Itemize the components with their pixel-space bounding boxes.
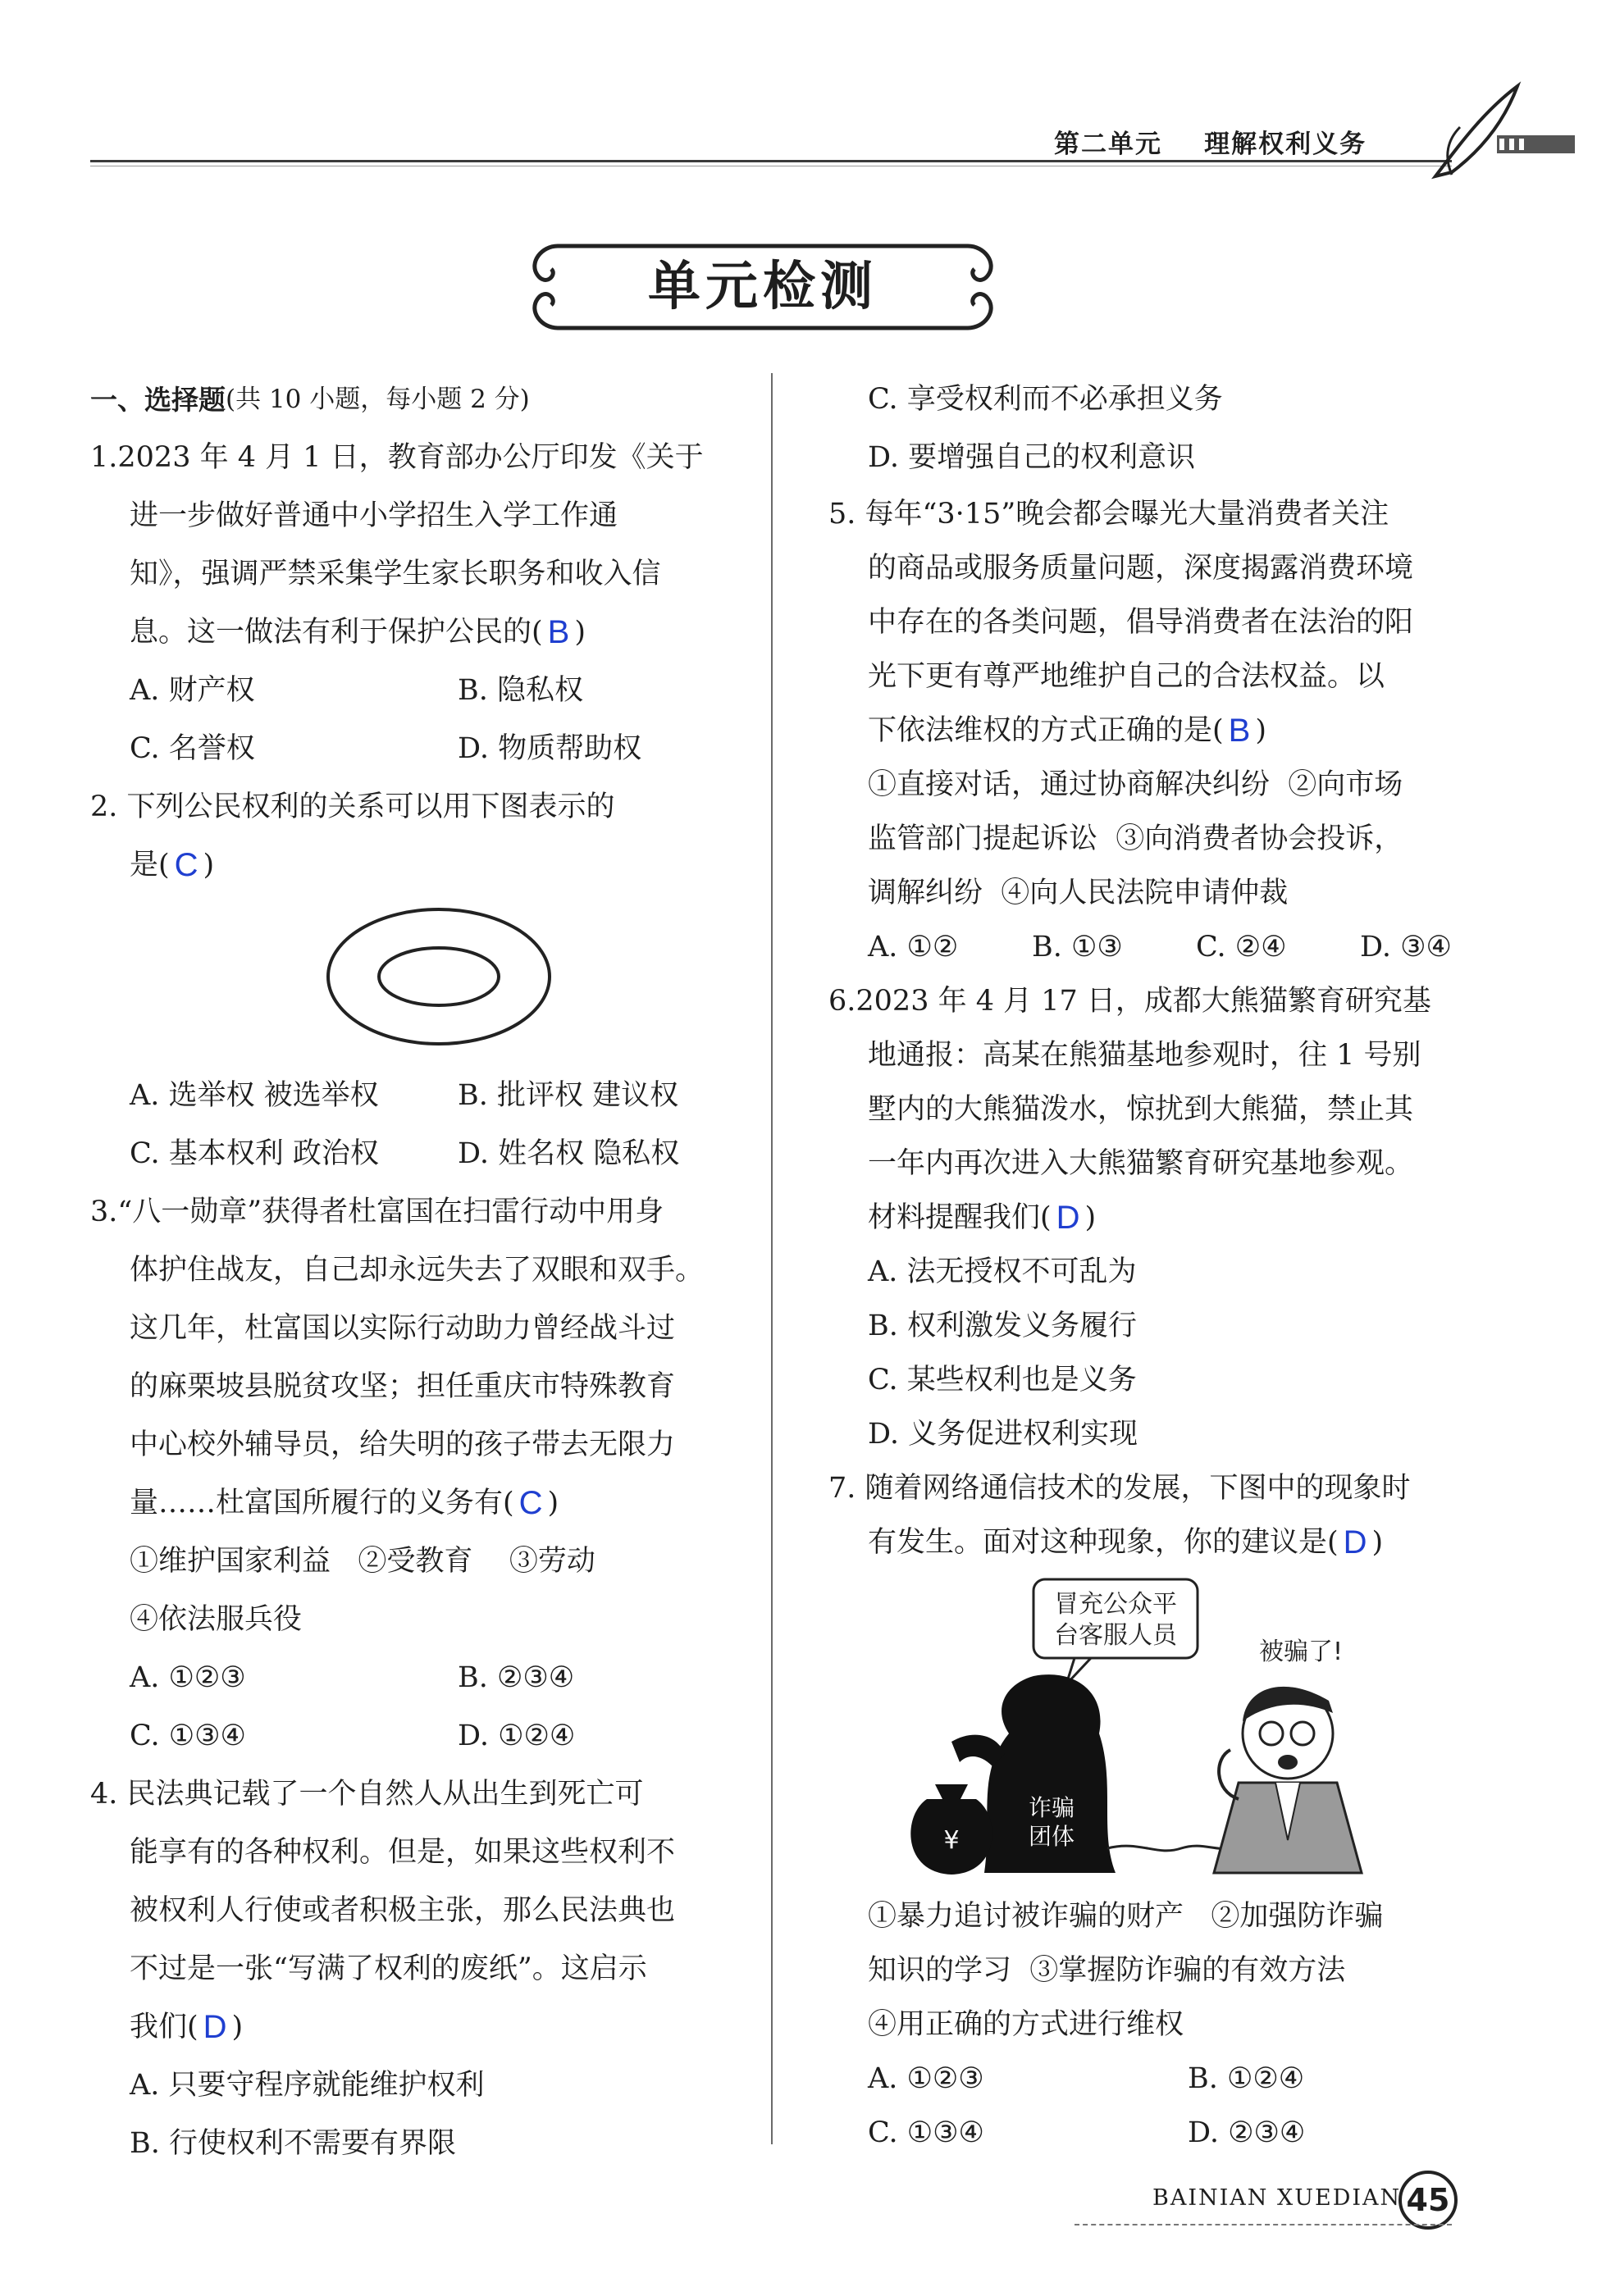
question-stem-end <box>828 1515 1468 1569</box>
paren-close: ) <box>1255 714 1266 747</box>
question-text: 被权利人行使或者积极主张，那么民法典也 <box>130 1894 676 1927</box>
option-c: C. ①③④ <box>130 1720 246 1752</box>
option-c: C. ①③④ <box>868 2116 984 2149</box>
choice-items: 调解纠纷 ④向人民法院申请仲裁 <box>868 877 1289 909</box>
option-c: C. 享受权利而不必承担义务 <box>868 383 1223 416</box>
paren-close: ) <box>574 616 586 649</box>
paren-close: ) <box>1084 1201 1097 1234</box>
question-text: 的商品或服务质量问题，深度揭露消费环境 <box>868 552 1414 585</box>
question-text: 体护住战友，自己却永远失去了双眼和双手。 <box>130 1254 705 1287</box>
question-text: 知》，强调严禁采集学生家长职务和收入信 <box>130 558 661 590</box>
footer-brand: BAINIAN XUEDIAN <box>1152 2185 1402 2211</box>
option-c: C. 基本权利 政治权 <box>130 1137 379 1170</box>
section-note: (共 10 小题，每小题 2 分) <box>226 385 530 414</box>
question-text: 息。这一做法有利于保护公民的( <box>130 616 543 649</box>
header-unit: 第二单元 <box>1054 130 1162 159</box>
paren-close: ) <box>231 2011 244 2043</box>
question-text: 有发生。面对这种现象，你的建议是( <box>868 1526 1339 1559</box>
option-a: A. 财产权 <box>130 674 255 707</box>
options-row <box>828 920 1468 974</box>
section-heading <box>90 371 746 429</box>
question-text: 中存在的各类问题，倡导消费者在法治的阳 <box>868 606 1414 639</box>
options-row <box>90 1067 746 1125</box>
option-d: D. 要增强自己的权利意识 <box>868 441 1196 474</box>
question-7 <box>828 1461 1468 2160</box>
question-stem-end <box>90 836 746 895</box>
question-text: 墅内的大熊猫泼水，惊扰到大熊猫，禁止其 <box>868 1093 1414 1126</box>
fraud-label-2: 团体 <box>1028 1823 1075 1850</box>
option-b: B. ②③④ <box>458 1661 575 1694</box>
question-text: 的麻栗坡县脱贫攻坚；担任重庆市特殊教育 <box>130 1370 676 1403</box>
answer-mark: D <box>203 2009 227 2045</box>
option-b: B. ①③ <box>1032 931 1123 963</box>
question-text: 量……杜富国所履行的义务有( <box>130 1487 514 1519</box>
option-d: D. ①②④ <box>458 1720 576 1752</box>
options-row <box>828 2052 1468 2106</box>
option-a: A. 只要守程序就能维护权利 <box>130 2069 485 2102</box>
option-c: C. 名誉权 <box>130 732 255 765</box>
option-d: D. ②③④ <box>1188 2116 1306 2149</box>
question-text: 一年内再次进入大熊猫繁育研究基地参观。 <box>868 1147 1414 1180</box>
victim-figure <box>1214 1687 1362 1873</box>
question-stem-end <box>90 1998 746 2057</box>
fraud-label-1: 诈骗 <box>1028 1794 1075 1821</box>
cartoon-illustration <box>828 1569 1468 1889</box>
question-text: 这几年，杜富国以实际行动助力曾经战斗过 <box>130 1312 676 1345</box>
choice-items: ①直接对话，通过协商解决纠纷 ②向市场 <box>868 768 1403 801</box>
left-column <box>90 371 746 2173</box>
bubble-line-2: 台客服人员 <box>1054 1621 1177 1650</box>
question-text: 进一步做好普通中小学招生入学工作通 <box>130 499 618 532</box>
victim-shout: 被骗了! <box>1259 1638 1344 1666</box>
option-b: B. 批评权 建议权 <box>458 1079 679 1112</box>
answer-mark: B <box>1228 713 1251 749</box>
question-4 <box>90 1765 746 2173</box>
option-d: D. 物质帮助权 <box>458 732 642 765</box>
svg-text:¥: ¥ <box>943 1826 960 1855</box>
choice-items: ④依法服兵役 <box>130 1603 303 1636</box>
choice-items: 知识的学习 ③掌握防诈骗的有效方法 <box>868 1954 1346 1987</box>
question-1 <box>90 429 746 778</box>
question-stem-end <box>828 1191 1468 1245</box>
question-2 <box>90 778 746 1183</box>
choice-items: 监管部门提起诉讼 ③向消费者协会投诉， <box>868 822 1403 855</box>
header-rule <box>90 160 1452 162</box>
question-text: 是( <box>130 849 170 882</box>
page-title: 单元检测 <box>648 257 878 317</box>
option-d: D. 义务促进权利实现 <box>868 1418 1138 1451</box>
answer-mark: C <box>174 847 198 883</box>
paren-close: ) <box>547 1487 559 1519</box>
ellipse-diagram <box>90 895 746 1067</box>
column-divider <box>771 373 773 2144</box>
nested-ellipse-figure <box>90 895 746 1067</box>
option-b: B. ①②④ <box>1188 2062 1305 2095</box>
choice-items: ①维护国家利益 ②受教育 ③劳动 <box>130 1545 595 1578</box>
options-row <box>828 2106 1468 2160</box>
footer-rule <box>1075 2224 1452 2225</box>
option-b: B. 隐私权 <box>458 674 583 707</box>
option-a: A. 法无授权不可乱为 <box>868 1255 1137 1288</box>
options-row <box>90 720 746 778</box>
option-a: A. ①②③ <box>130 1661 246 1694</box>
bubble-line-1: 冒充公众平 <box>1054 1590 1177 1619</box>
option-b: B. 权利激发义务履行 <box>868 1310 1137 1342</box>
options-row <box>90 1649 746 1707</box>
question-text: 4. 民法典记载了一个自然人从出生到死亡可 <box>90 1778 644 1811</box>
question-text: 不过是一张“写满了权利的废纸”。这启示 <box>130 1952 647 1985</box>
question-6 <box>828 974 1468 1461</box>
question-text: 下依法维权的方式正确的是( <box>868 714 1224 747</box>
answer-mark: B <box>547 614 570 650</box>
answer-mark: D <box>1343 1524 1367 1560</box>
question-text: 6.2023 年 4 月 17 日，成都大熊猫繁育研究基 <box>828 985 1431 1018</box>
running-header <box>1054 123 1367 160</box>
option-a: A. ①② <box>868 931 959 963</box>
options-row <box>90 1707 746 1765</box>
question-text: 7. 随着网络通信技术的发展，下图中的现象时 <box>828 1472 1411 1505</box>
question-text: 5. 每年“3·15”晚会都会曝光大量消费者关注 <box>828 498 1389 531</box>
option-b: B. 行使权利不需要有界限 <box>130 2127 456 2160</box>
option-c: C. ②④ <box>1196 931 1287 963</box>
choice-items: ④用正确的方式进行维权 <box>868 2008 1184 2041</box>
question-text: 中心校外辅导员，给失明的孩子带去无限力 <box>130 1428 676 1461</box>
choice-items: ①暴力追讨被诈骗的财产 ②加强防诈骗 <box>868 1900 1384 1933</box>
question-text: 2. 下列公民权利的关系可以用下图表示的 <box>90 790 615 823</box>
option-d: D. 姓名权 隐私权 <box>458 1137 680 1170</box>
question-5 <box>828 487 1468 974</box>
question-text: 我们( <box>130 2011 198 2043</box>
section-title: 一、选择题 <box>90 384 226 416</box>
option-c: C. 某些权利也是义务 <box>868 1364 1137 1396</box>
question-text: 能享有的各种权利。但是，如果这些权利不 <box>130 1836 676 1869</box>
option-a: A. ①②③ <box>868 2062 984 2095</box>
header-topic: 理解权利义务 <box>1204 130 1367 159</box>
question-3 <box>90 1183 746 1765</box>
options-row <box>90 1125 746 1183</box>
answer-mark: C <box>518 1485 543 1521</box>
question-text: 3.“八一勋章”获得者杜富国在扫雷行动中用身 <box>90 1196 664 1228</box>
question-text: 地通报：高某在熊猫基地参观时，往 1 号别 <box>868 1039 1421 1072</box>
options-row <box>90 662 746 720</box>
page-number: 45 <box>1399 2171 1458 2230</box>
right-column <box>828 371 1468 2160</box>
fraud-cartoon <box>828 1569 1468 1889</box>
question-text: 材料提醒我们( <box>868 1201 1052 1234</box>
question-text: 1.2023 年 4 月 1 日，教育部办公厅印发《关于 <box>90 441 704 474</box>
question-stem-end <box>828 704 1468 758</box>
question-stem-end <box>90 1474 746 1533</box>
option-d: D. ③④ <box>1360 931 1452 963</box>
answer-mark: D <box>1056 1200 1080 1236</box>
quill-icon <box>1427 78 1575 193</box>
question-text: 光下更有尊严地维护自己的合法权益。以 <box>868 660 1385 693</box>
money-bag-icon <box>910 1784 992 1875</box>
paren-close: ) <box>203 849 215 882</box>
option-a: A. 选举权 被选举权 <box>130 1079 379 1112</box>
question-stem-end <box>90 604 746 662</box>
paren-close: ) <box>1371 1526 1384 1559</box>
